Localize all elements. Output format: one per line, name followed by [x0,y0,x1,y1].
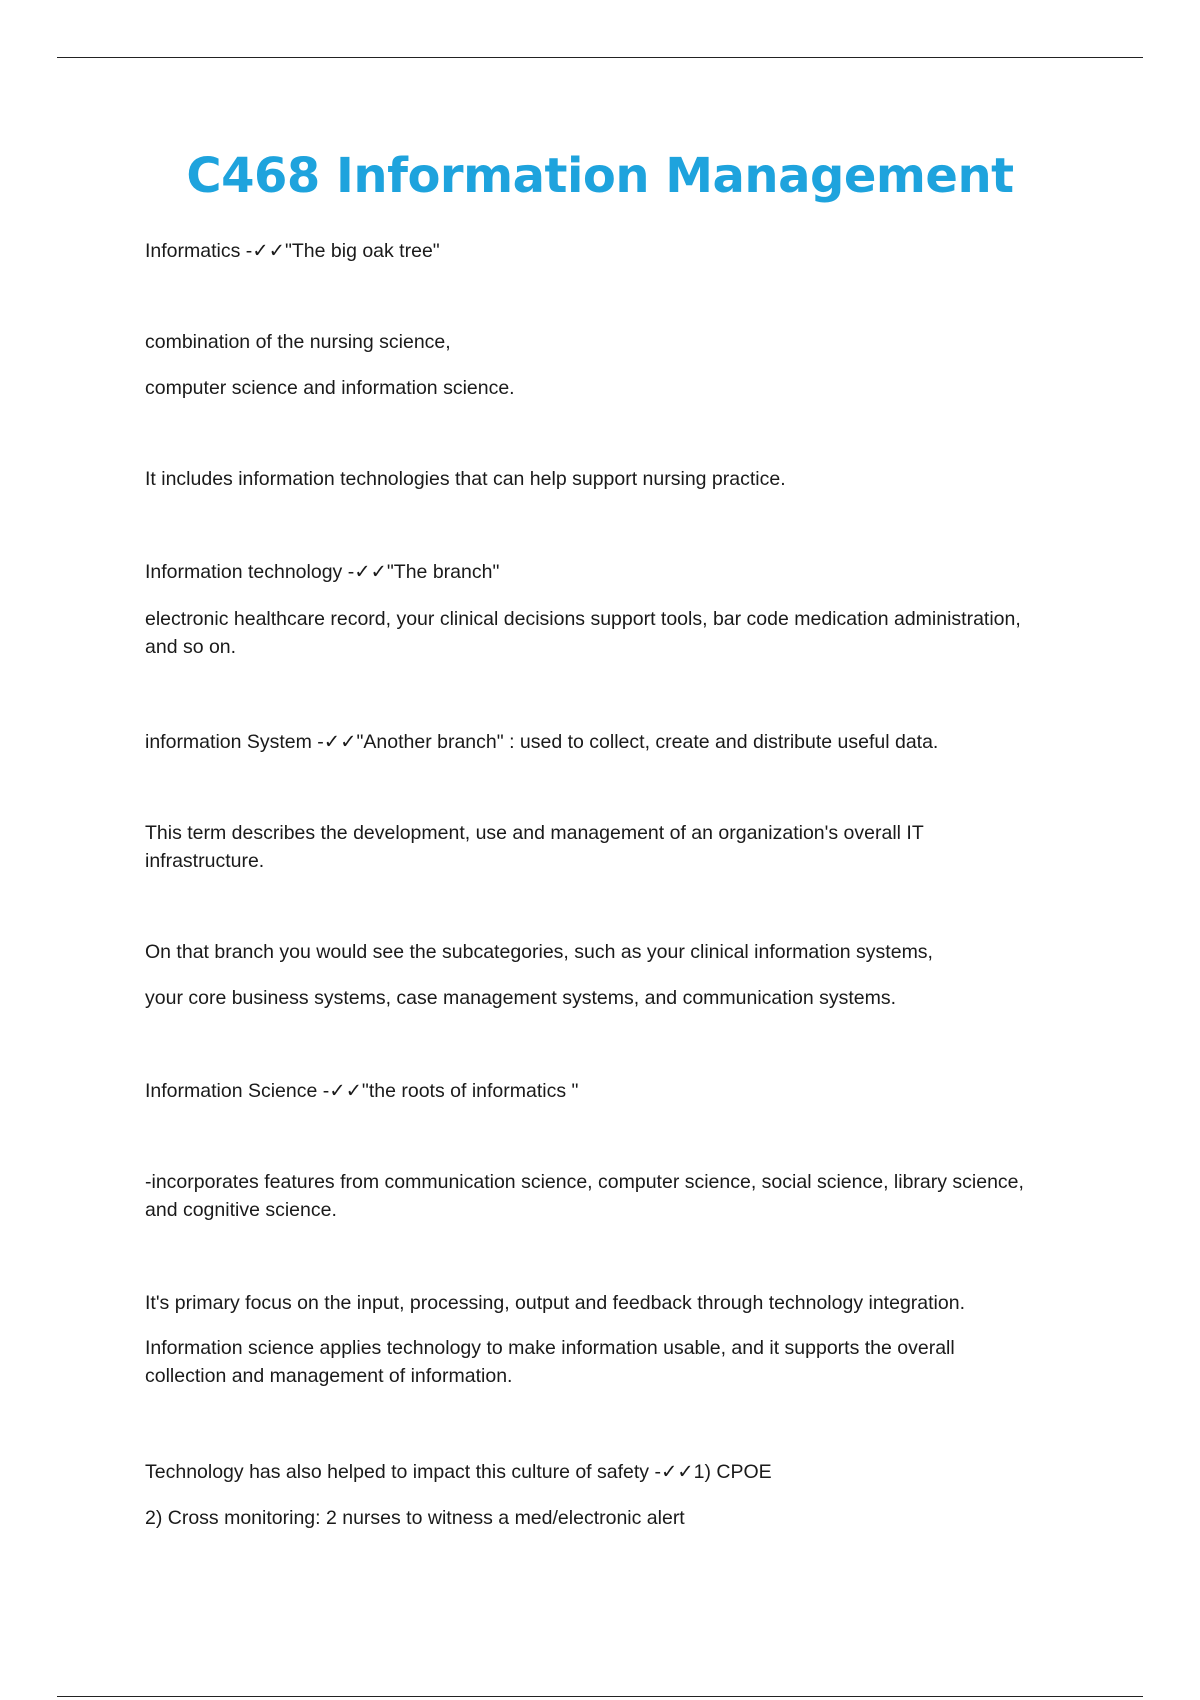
term-culture-of-safety: Technology has also helped to impact this culture of safety -✓✓1) CPOE [145,1461,772,1483]
term-information-technology: Information technology -✓✓"The branch" [145,561,500,583]
body-line: combination of the nursing science, [145,331,451,353]
body-paragraph: -incorporates features from communication science, computer science, social science, library science, and cognitive science. [145,1171,1024,1221]
body-paragraph: This term describes the development, use and management of an organization's overall IT infrastructure. [145,822,924,872]
body-line: On that branch you would see the subcategories, such as your clinical information systems, [145,941,933,963]
document-title: C468 Information Management [186,148,1014,204]
term-information-system: information System -✓✓"Another branch" : used to collect, create and distribute useful data. [145,731,939,753]
body-line: computer science and information science. [145,377,515,399]
body-line: your core business systems, case management systems, and communication systems. [145,987,897,1009]
term-informatics: Informatics -✓✓"The big oak tree" [145,240,440,262]
body-paragraph: Information science applies technology to make information usable, and it supports the overall collection and management of information. [145,1337,955,1387]
body-paragraph: electronic healthcare record, your clinical decisions support tools, bar code medication administration, and so on. [145,608,1021,658]
body-line: It includes information technologies that can help support nursing practice. [145,468,786,490]
header-rule [57,57,1143,58]
footer-rule [57,1696,1143,1697]
term-information-science: Information Science -✓✓"the roots of informatics " [145,1080,579,1102]
body-line: It's primary focus on the input, processing, output and feedback through technology integration. [145,1292,965,1314]
body-line: 2) Cross monitoring: 2 nurses to witness a med/electronic alert [145,1507,685,1529]
